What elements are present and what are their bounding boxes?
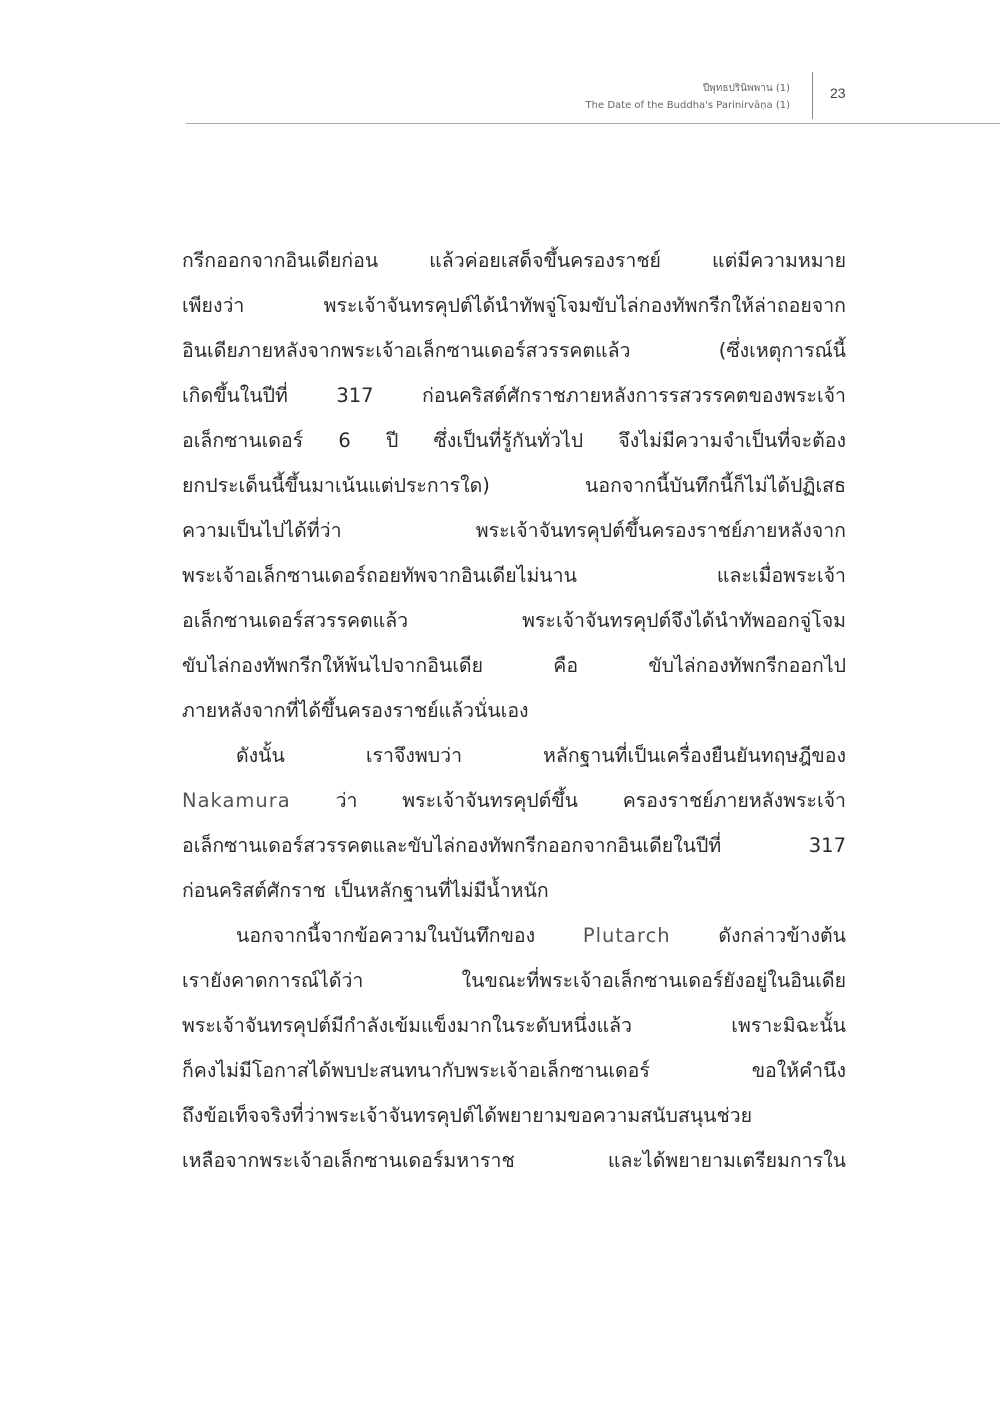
paragraph-1-line-11: ภายหลังจากที่ได้ขึ้นครองราชย์แล้วนั่นเอง	[182, 699, 529, 722]
name-plutarch: Plutarch	[582, 924, 671, 947]
header-title-thai: ปีพุทธปรินิพพาน (1)	[702, 83, 790, 94]
paragraph-1-line-5: อเล็กซานเดอร์ 6 ปี ซึ่งเป็นที่รู้กันทั่วไป จึงไม่มีความจำเป็นที่จะต้อง	[182, 429, 846, 452]
body-text	[182, 238, 846, 1183]
paragraph-1-line-3: อินเดียภายหลังจากพระเจ้าอเล็กซานเดอร์สวรรคตแล้ว (ซึ่งเหตุการณ์นี้	[182, 339, 846, 362]
paragraph-1-line-7: ความเป็นไปได้ที่ว่า พระเจ้าจันทรคุปต์ขึ้นครองราชย์ภายหลังจาก	[182, 519, 846, 542]
paragraph-3-line-1	[182, 913, 846, 958]
paragraph-1-line-1: กรีกออกจากอินเดียก่อน แล้วค่อยเสด็จขึ้นครองราชย์ แต่มีความหมาย	[182, 249, 846, 272]
paragraph-3-line-4: ก็คงไม่มีโอกาสได้พบปะสนทนากับพระเจ้าอเล็กซานเดอร์ ขอให้คำนึง	[182, 1059, 846, 1082]
paragraph-3-line-3: พระเจ้าจันทรคุปต์มีกำลังเข้มแข็งมากในระดับหนึ่งแล้ว เพราะมิฉะนั้น	[182, 1014, 846, 1037]
paragraph-3-line-2: เรายังคาดการณ์ได้ว่า ในขณะที่พระเจ้าอเล็กซานเดอร์ยังอยู่ในอินเดีย	[182, 969, 846, 992]
paragraph-1-line-4: เกิดขึ้นในปีที่ 317 ก่อนคริสต์ศักราชภายหลังการรสวรรคตของพระเจ้า	[182, 384, 846, 407]
paragraph-3-line-5: ถึงข้อเท็จจริงที่ว่าพระเจ้าจันทรคุปต์ได้พยายามขอความสนับสนุนช่วย	[182, 1104, 753, 1127]
paragraph-2-line-3: อเล็กซานเดอร์สวรรคตและขับไล่กองทัพกรีกออกจากอินเดียในปีที่ 317	[182, 834, 846, 857]
running-header	[0, 70, 1000, 126]
paragraph-2-line-4: ก่อนคริสต์ศักราช เป็นหลักฐานที่ไม่มีน้ำหนัก	[182, 879, 549, 902]
header-rule	[186, 123, 1000, 124]
paragraph-1-line-10: ขับไล่กองทัพกรีกให้พ้นไปจากอินเดีย คือ ขับไล่กองทัพกรีกออกไป	[182, 654, 846, 677]
paragraph-1-line-8: พระเจ้าอเล็กซานเดอร์ถอยทัพจากอินเดียไม่นาน และเมื่อพระเจ้า	[182, 564, 846, 587]
paragraph-3-line-6: เหลือจากพระเจ้าอเล็กซานเดอร์มหาราช และได้พยายามเตรียมการใน	[182, 1149, 846, 1172]
name-nakamura: Nakamura	[182, 789, 291, 812]
paragraph-3-line-1-after: ดังกล่าวข้างต้น	[718, 924, 846, 947]
paragraph-2-line-2-text: ว่า พระเจ้าจันทรคุปต์ขึ้น ครองราชย์ภายหลังพระเจ้า	[335, 789, 846, 812]
paragraph-3-line-1-before: นอกจากนี้จากข้อความในบันทึกของ	[236, 924, 536, 947]
paragraph-1-line-2: เพียงว่า พระเจ้าจันทรคุปต์ได้นำทัพจู่โจมขับไล่กองทัพกรีกให้ล่าถอยจาก	[182, 294, 846, 317]
page-number: 23	[830, 85, 846, 101]
paragraph-2-line-2	[182, 778, 846, 823]
header-titles	[586, 80, 790, 114]
paragraph-2-line-1: ดังนั้น เราจึงพบว่า หลักฐานที่เป็นเครื่องยืนยันทฤษฎีของ	[236, 744, 846, 767]
header-title-english: The Date of the Buddha's Parinirvāṇa (1)	[585, 100, 790, 111]
header-divider	[812, 72, 813, 119]
paragraph-1-line-6: ยกประเด็นนี้ขึ้นมาเน้นแต่ประการใด) นอกจากนี้บันทึกนี้ก็ไม่ได้ปฏิเสธ	[182, 474, 846, 497]
paragraph-1-line-9: อเล็กซานเดอร์สวรรคตแล้ว พระเจ้าจันทรคุปต์จึงได้นำทัพออกจู่โจม	[182, 609, 846, 632]
